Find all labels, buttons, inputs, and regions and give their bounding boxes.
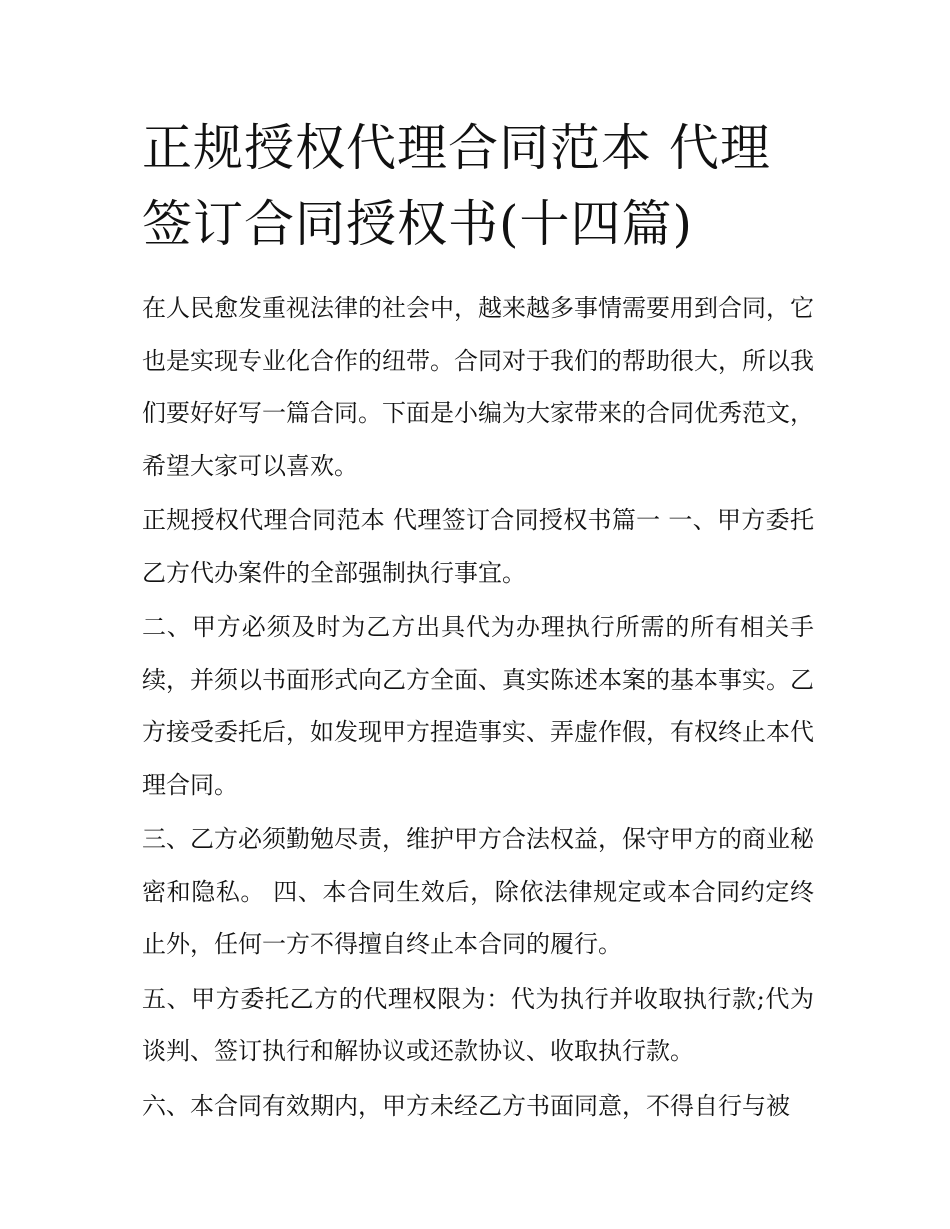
paragraph-clause-3-4: 三、乙方必须勤勉尽责，维护甲方合法权益，保守甲方的商业秘密和隐私。 四、本合同生效后，除依法律规定或本合同约定终止外，任何一方不得擅自终止本合同的履行。 <box>142 825 814 958</box>
paragraph-clause-2: 二、甲方必须及时为乙方出具代为办理执行所需的所有相关手续，并须以书面形式向乙方全面、真实陈述本案的基本事实。乙方接受委托后，如发现甲方捏造事实、弄虚作假，有权终止本代理合同。 <box>142 613 814 799</box>
paragraph-clause-6: 六、本合同有效期内，甲方未经乙方书面同意，不得自行与被 <box>142 1091 790 1120</box>
document-title: 正规授权代理合同范本 代理签订合同授权书(十四篇) <box>142 119 771 253</box>
paragraph-intro: 在人民愈发重视法律的社会中，越来越多事情需要用到合同，它也是实现专业化合作的纽带。合同对于我们的帮助很大，所以我们要好好写一篇合同。下面是小编为大家带来的合同优秀范文，希望大家可以喜欢。 <box>142 294 814 480</box>
paragraph-clause-1: 正规授权代理合同范本 代理签订合同授权书篇一 一、甲方委托乙方代办案件的全部强制执行事宜。 <box>142 506 814 587</box>
paragraph-clause-5: 五、甲方委托乙方的代理权限为：代为执行并收取执行款;代为谈判、签订执行和解协议或还款协议、收取执行款。 <box>142 984 814 1065</box>
document-body <box>142 110 814 1134</box>
